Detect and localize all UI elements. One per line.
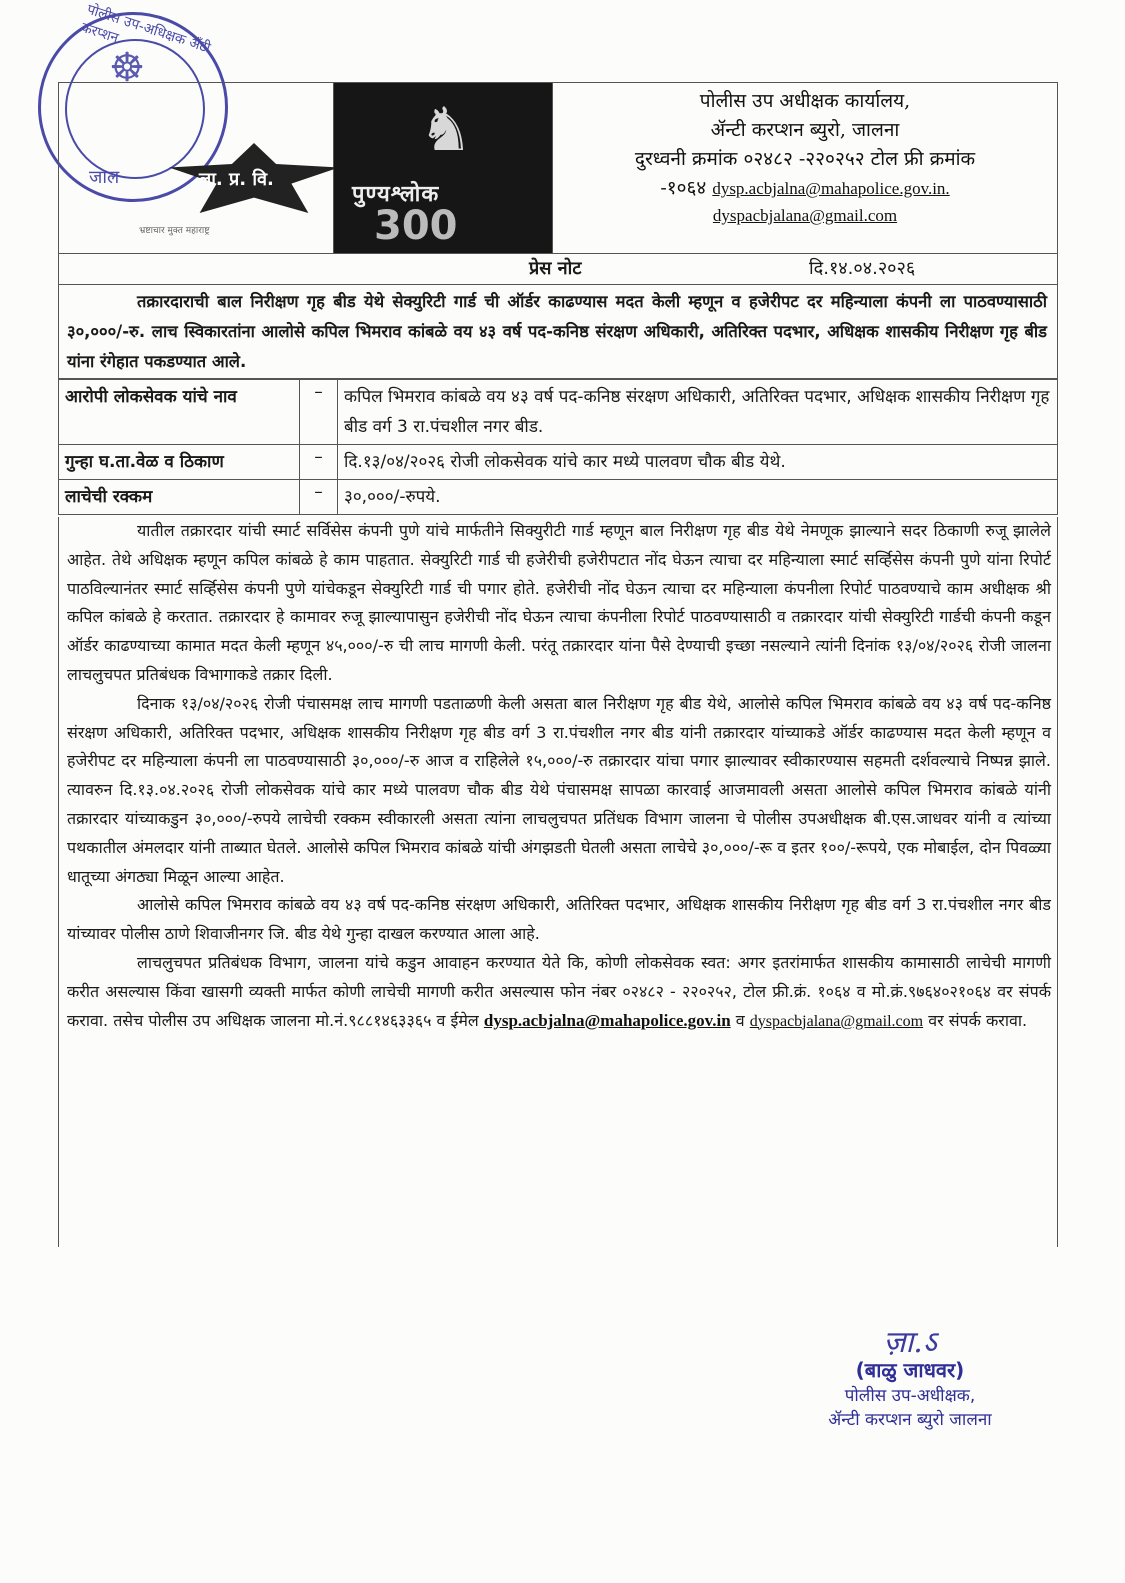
case-registered-paragraph: आलोसे कपिल भिमराव कांबळे वय ४३ वर्ष पद-कनिष्ठ संरक्षण अधिकारी, अतिरिक्त पदभार, अधिक्षक शासकीय निरीक्षण गृह बीड वर्ग 3 रा.पंचशील नगर बीड यांच्यावर पोलीस ठाणे शिवाजीनगर जि. बीड येथे गुन्हा दाखल करण्यात आला आहे. <box>67 895 1051 944</box>
table-row <box>59 380 1058 445</box>
office-name: पोलीस उप अधीक्षक कार्यालय, <box>699 90 911 112</box>
appeal-end: वर संपर्क करावा. <box>928 1010 1028 1030</box>
trap-action-paragraph: दिनाक १३/०४/२०२६ रोजी पंचासमक्ष लाच मागणी पडताळणी केली असता बाल निरीक्षण गृह बीड येथे, आलोसे कपिल भिमराव कांबळे वय ४३ वर्ष पद-कनिष्ठ संरक्षण अधिकारी, अतिरिक्त पदभार, अधिक्षक शासकीय निरीक्षण गृह बीड वर्ग 3 रा.पंचशील नगर बीड यांनी तक्रारदार यांच्याकडे ऑर्डर काढण्यास मदत केली म्हणून व हजेरीपट दर महिन्याला कंपनी ला पाठवण्यासाठी ३०,०००/-रु आज व राहिलेले १५,०००/-रु तक्रारदार यांचा पगार झाल्यावर स्वीकारण्यास सहमती दर्शवल्याचे निष्पन्न झाले. त्यावरुन दि.१३.०४.२०२६ रोजी लोकसेवक यांचे कार मध्ये पालवण चौक बीड येथे पंचासमक्ष सापळा कारवाई आजमावली असता आलोसे कपिल भिमराव कांबळे यांनी तक्रारदार यांच्याकडुन ३०,०००/-रुपये लाचेची रक्कम स्वीकारली असता त्यांना लाचलुचपत प्रतिंधक विभाग जालना चे पोलीस उपअधीक्षक बी.एस.जाधवर यांनी व त्यांच्या पथकातील अंमलदार यांनी ताब्यात घेतले. आलोसे कपिल भिमराव कांबळे यांची अंगझडती घेतली असता लाचेचे ३०,०००/-रू व इतर १००/-रूपये, एक मोबाईल, दोन पिवळ्या धातूच्या अंगठ्या मिळून आल्या आहेत. <box>67 693 1051 886</box>
bribe-amount-label: लाचेची रक्कम <box>59 480 300 515</box>
office-gmail-link[interactable]: dyspacbjalana@gmail.com <box>712 206 898 225</box>
press-note-date: दि.१४.०४.२०२६ <box>809 258 916 279</box>
complaint-paragraph: यातील तक्रारदार यांची स्मार्ट सर्विसेस कंपनी पुणे यांचे मार्फतीने सिक्युरीटी गार्ड म्हणून बाल निरीक्षण गृह बीड येथे नेमणूक झाल्याने सदर ठिकाणी रुजू झालेले आहेत. तेथे अधिक्षक म्हणून कपिल कांबळे हे काम पाहतात. सेक्युरिटी गार्ड ची हजेरीची हजेरीपटात नोंद घेऊन त्याचा दर महिन्याला स्मार्ट सर्व्हिसेस कंपनी पुणे यांना रिपोर्ट पाठविल्यानंतर स्मार्ट सर्व्हिसेस कंपनी पुणे यांचेकडून सेक्युरिटी गार्ड ची पगार होते. हजेरीची नोंद घेऊन त्याचा दर महिन्याला कंपनीला रिपोर्ट पाठवण्याचे काम अधीक्षक श्री कपिल कांबळे हे करतात. तक्रारदार हे कामावर रुजू झाल्यापासुन हजेरीची नोंद घेऊन त्याचा कंपनीला रिपोर्ट पाठवण्यासाठी व तक्रारदार यांची सेक्युरिटी गार्डची कंपनी कडून ऑर्डर काढण्याच्या कामात मदत केली म्हणून ४५,०००/-रु ची लाच मागणी केली. परंतू तक्रारदार यांना पैसे देण्याची इच्छा नसल्याने त्यांनी दिनांक १३/०४/२०२६ रोजी जालना लाचलुचपत प्रतिबंधक विभागाकडे तक्रार दिली. <box>67 521 1051 684</box>
table-row <box>59 480 1058 515</box>
horse-rider-figure-icon: ♞ <box>419 95 473 165</box>
office-gmail-row <box>553 203 1057 229</box>
punyashlok-banner <box>334 83 553 253</box>
table-row <box>59 445 1058 480</box>
appeal-email-gmail[interactable]: dyspacbjalana@gmail.com <box>749 1012 924 1030</box>
office-tollfree-row <box>553 174 1057 203</box>
office-bureau: ॲन्टी करप्शन ब्युरो, जालना <box>710 119 900 141</box>
banner-number: 300 <box>374 203 458 249</box>
dash-separator: – <box>300 380 338 445</box>
accused-name-value: कपिल भिमराव कांबळे वय ४३ वर्ष पद-कनिष्ठ संरक्षण अधिकारी, अतिरिक्त पदभार, अधिक्षक शासकीय निरीक्षण गृह बीड वर्ग 3 रा.पंचशील नगर बीड. <box>338 380 1058 445</box>
signatory-name: (बाळु जाधवर) <box>855 1358 965 1382</box>
signatory-designation: पोलीस उप-अधीक्षक, <box>844 1386 976 1406</box>
logo-scroll-text: भ्रष्टाचार मुक्त महाराष्ट्र <box>139 226 210 236</box>
tollfree-number: -१०६४ <box>660 177 707 199</box>
office-email-link[interactable]: dysp.acbjalna@mahapolice.gov.in. <box>712 179 950 198</box>
office-phone: दुरध्वनी क्रमांक ०२४८२ -२२०२५२ टोल फ्री क्रमांक <box>634 148 976 170</box>
acb-logo-cell <box>59 83 334 253</box>
signature-block <box>790 1320 1030 1432</box>
bribe-amount-value: ३०,०००/-रुपये. <box>338 480 1058 515</box>
signatory-office: ॲन्टी करप्शन ब्युरो जालना <box>828 1410 992 1430</box>
press-note-body <box>58 517 1058 1247</box>
seal-city-text: जाल <box>89 167 120 188</box>
ashoka-emblem-icon: ☸ <box>109 45 145 91</box>
crime-time-place-label: गुन्हा घ.ता.वेळ व ठिकाण <box>59 445 300 480</box>
accused-name-label: आरोपी लोकसेवक यांचे नाव <box>59 380 300 445</box>
acb-badge-text: ला. प्र. वि. <box>199 169 274 190</box>
dash-separator: – <box>300 445 338 480</box>
office-address <box>553 83 1057 253</box>
seal-ring-text: पोलीस उप-अधिक्षक अँटी करप्शन <box>78 1 213 57</box>
summary-text: तक्रारदाराची बाल निरीक्षण गृह बीड येथे सेक्युरिटी गार्ड ची ऑर्डर काढण्यास मदत केली म्हणून व हजेरीपट दर महिन्याला कंपनी ला पाठवण्यासाठी ३०,०००/-रु. लाच स्विकारतांना आलोसे कपिल भिमराव कांबळे वय ४३ वर्ष पद-कनिष्ठ संरक्षण अधिकारी, अतिरिक्त पदभार, अधिक्षक शासकीय निरीक्षण गृह बीड यांना रंगेहात पकडण्यात आले. <box>67 292 1047 371</box>
dash-separator: – <box>300 480 338 515</box>
appeal-joiner: व <box>735 1010 745 1030</box>
signature-scribble: ज़ा.ऽ <box>883 1325 937 1360</box>
public-appeal-paragraph <box>67 949 1051 1036</box>
accused-details-table <box>58 379 1058 515</box>
appeal-text: लाचलुचपत प्रतिबंधक विभाग, जालना यांचे कडुन आवाहन करण्यात येते कि, कोणी लोकसेवक स्वत: अगर इतरांमार्फत शासकीय कामासाठी लाचेची मागणी करीत असल्यास किंवा खासगी व्यक्ती मार्फत कोणी लाचेची मागणी करीत असल्यास फोन नंबर ०२४८२ - २२०२५२, टोल फ्री.क्रं. १०६४ व मो.क्रं.९७६४०२१०६४ वर संपर्क करावा. तसेच पोलीस उप अधिक्षक जालना मो.नं.९८८१४६३३६५ व ईमेल <box>67 952 1051 1030</box>
letterhead <box>58 82 1058 254</box>
banner-title: पुण्यश्लोक <box>352 182 440 207</box>
summary-section <box>58 285 1058 379</box>
crime-time-place-value: दि.१३/०४/२०२६ रोजी लोकसेवक यांचे कार मध्ये पालवण चौक बीड येथे. <box>338 445 1058 480</box>
press-note-title: प्रेस नोट <box>529 258 582 279</box>
press-note-header <box>58 253 1058 285</box>
appeal-email-mahapolice[interactable]: dysp.acbjalna@mahapolice.gov.in <box>483 1010 731 1030</box>
